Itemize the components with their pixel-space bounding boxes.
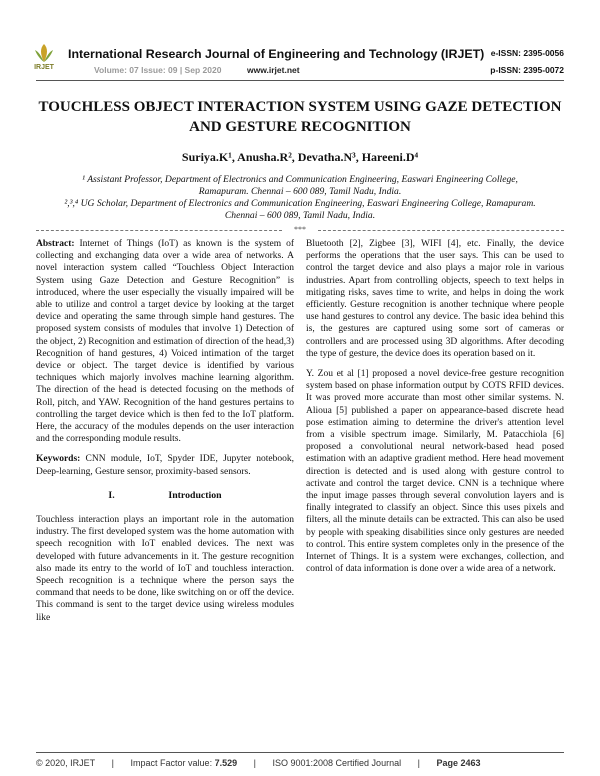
- abstract-paragraph: [36, 238, 294, 445]
- separator-stars: ***: [294, 226, 306, 234]
- author-list: Suriya.K¹, Anusha.R², Devatha.N³, Hareeni.D⁴: [181, 150, 419, 164]
- keywords-paragraph: [36, 453, 294, 477]
- section-heading-introduction: [36, 490, 294, 502]
- irjet-logo-icon: [31, 42, 57, 64]
- page-number: Page 2463: [436, 758, 481, 768]
- body-paragraph-2: Y. Zou et al [1] proposed a novel device-free gesture recognition system based on phase information output by COTS RFID devices. It was proved more accurate than most other similar systems. N. Alioua [5] published a paper on appearance-based discrete head pose estimation aiming to determine the driver's attention level from a visible spectrum image. Similarly, M. Patacchiola [6] proposed a convolutional neural network-based head posed estimation with an adaptive gradient method. Here head movement direction is detected and is used along with gesture control to activate and control the target device. CNN is a technique where the input image passes through several convolution layers and is finally integrated to classify an object. Since this uses pixels and filters, all the minute details can be extracted. This can also be used by people with speaking disabilities since only gestures are needed to control. This entire system completes only in the presence of the Internet of Things. It is a system were exchanges, collection, and control of data information is done over a wide area of a network.: [306, 369, 564, 575]
- impact-factor-label: Impact Factor value:: [130, 758, 213, 768]
- footer-separator: |: [253, 758, 256, 768]
- header-divider: [36, 80, 564, 81]
- keywords-label: Keywords:: [36, 454, 81, 465]
- separator-dash-left: [36, 230, 282, 231]
- separator-dash-right: [318, 230, 564, 231]
- abstract-text: Internet of Things (IoT) as known is the system of collecting and exchanging data over a wide area of networks. A novel interaction system called “Touchless Object Interaction System using Gaze Detection and Gesture Recognition” is introduced, where the user especially the visually impaired will be able to utilize and control a target device by looking at the target device and operating the same through simple hand gestures. The proposed system consists of modules that involve 1) Detection of the object, 2) Recognition and estimation of direction of the head,3) Recognition of hand gestures, 4) Voiced intimation of the target device or object. The target device is identified by various techniques which majorly involves machine learning algorithm. The direction of the head is detected focusing on the methods of Roll, pitch, and YAW. Recognition of the hand gestures pertains to controlling the target device which is then fed to the IoT platform. Here, the accuracy of the modules depends on the user interaction and the corresponding module results.: [36, 239, 295, 445]
- paper-title: TOUCHLESS OBJECT INTERACTION SYSTEM USING GAZE DETECTION AND GESTURE RECOGNITION: [38, 99, 562, 135]
- left-column: [36, 238, 294, 632]
- logo-text: IRJET: [34, 64, 54, 71]
- irjet-logo: [29, 42, 59, 74]
- journal-website: www.irjet.net: [247, 65, 300, 75]
- body-paragraph-1: Bluetooth [2], Zigbee [3], WIFI [4], etc. Finally, the device performs the operations that the user says. This can be used to control the target device and also plays a major role in various industries. Apart from controlling objects, speech to text helps in mitigating risks, saves time to write, and helps in doing the work efficiently. Gesture recognition is another technique where people use hand gestures to control any device. The basic idea behind this is, the gestures are captured using some sort of cameras or controllers and are processed using 3D algorithms. After decoding the type of gesture, the device does its operation based on it.: [306, 239, 564, 359]
- impact-factor-value: 7.529: [214, 758, 238, 768]
- journal-header: [0, 0, 600, 82]
- keywords-text: CNN module, IoT, Spyder IDE, Jupyter notebook, Deep-learning, Gesture sensor, proximity-based sensors.: [36, 454, 294, 477]
- footer-separator: |: [111, 758, 115, 768]
- iso-certification: ISO 9001:2008 Certified Journal: [272, 758, 402, 768]
- p-issn: p-ISSN: 2395-0072: [490, 65, 564, 75]
- e-issn: e-ISSN: 2395-0056: [490, 48, 564, 58]
- right-column: [306, 238, 564, 583]
- section-separator: [36, 226, 564, 234]
- section-title: Introduction: [168, 489, 222, 501]
- journal-name: International Research Journal of Engineering and Technology (IRJET): [68, 47, 485, 61]
- abstract-label: Abstract:: [36, 239, 75, 249]
- page-footer: [36, 758, 564, 768]
- volume-issue: Volume: 07 Issue: 09 | Sep 2020: [94, 65, 222, 75]
- footer-separator: |: [417, 758, 420, 768]
- footer-copyright: © 2020, IRJET: [36, 758, 96, 768]
- intro-paragraph: Touchless interaction plays an important role in the automation industry. The first developed system was the home automation with speech recognition with IoT enabled devices. The next was developed with future advancements in it. The gesture recognition also made its entry to the world of IoT and touchless interaction. Speech recognition is a technique where the person says the command that needs to be done, like switching on or off the device. This command is sent to the target device using wireless modules like: [36, 515, 294, 623]
- section-number: I.: [108, 489, 115, 501]
- affiliation-1: ¹ Assistant Professor, Department of Electronics and Communication Engineering, Easwari Engineering College, Ramapuram. Chennai – 600 089, Tamil Nadu, India.: [82, 174, 518, 197]
- footer-divider: [36, 752, 564, 753]
- affiliation-2: ²,³,⁴ UG Scholar, Department of Electronics and Communication Engineering, Easwari Engineering College, Ramapuram. Chennai – 600 089, Tamil Nadu, India.: [64, 198, 536, 221]
